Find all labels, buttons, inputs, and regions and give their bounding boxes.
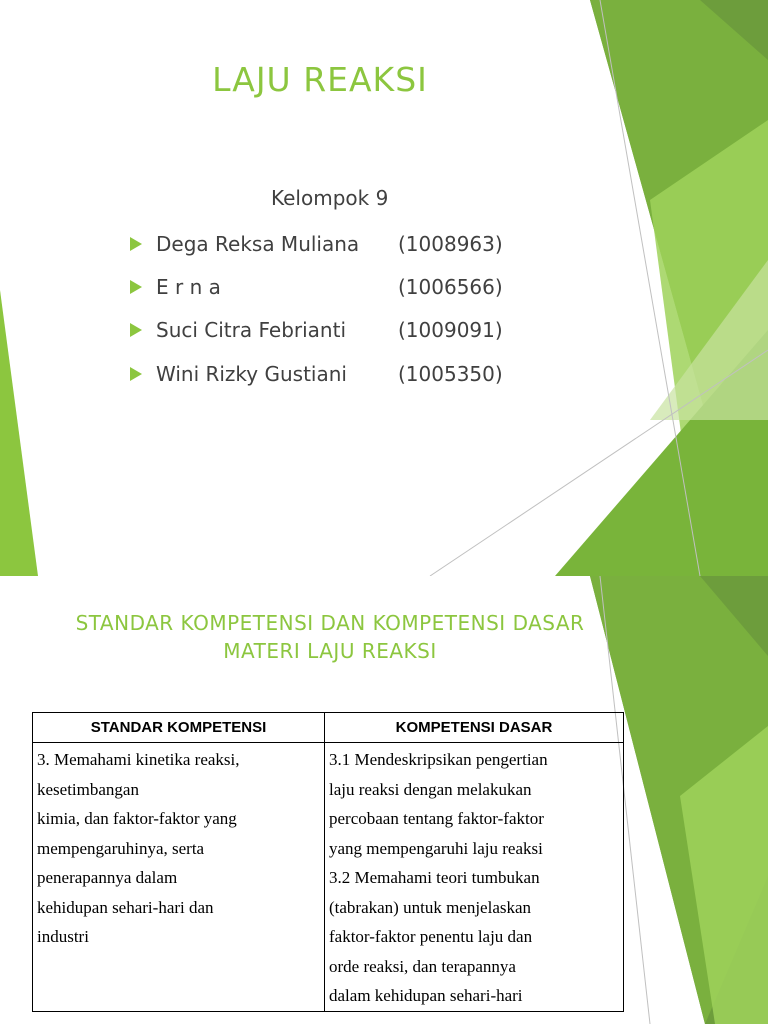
sk-line: industri — [37, 927, 89, 946]
kd-line: orde reaksi, dan terapannya — [329, 956, 516, 976]
kd-line: 3.2 Memahami teori tumbukan — [329, 868, 540, 887]
member-name: Dega Reksa Muliana — [156, 232, 360, 256]
triangle-bullet-icon — [130, 367, 142, 381]
sk-line: kimia, dan faktor-faktor yang — [37, 809, 237, 828]
member-name: E r n a — [156, 275, 221, 299]
triangle-bullet-icon — [130, 323, 142, 337]
table-row — [33, 743, 624, 1012]
sk-line: mempengaruhinya, serta — [37, 838, 205, 858]
member-nim: (1008963) — [398, 232, 503, 256]
kd-line: faktor-faktor penentu laju dan — [329, 927, 533, 946]
kd-line: yang mempengaruhi laju reaksi — [329, 838, 543, 858]
header-kompetensi-dasar: KOMPETENSI DASAR — [325, 713, 624, 743]
triangle-bullet-icon — [130, 237, 142, 251]
kd-line: laju reaksi dengan melakukan — [329, 779, 532, 799]
kd-line: percobaan tentang faktor-faktor — [329, 809, 544, 828]
kd-line: (tabrakan) untuk menjelaskan — [329, 897, 532, 917]
kompetensi-dasar-cell — [325, 743, 624, 1012]
header-standar-kompetensi: STANDAR KOMPETENSI — [33, 713, 325, 743]
group-label: Kelompok 9 — [271, 186, 389, 210]
competency-table — [32, 712, 624, 1012]
member-name: Wini Rizky Gustiani — [156, 362, 347, 386]
sk-line: penerapannya dalam — [37, 868, 178, 887]
kd-line: 3.1 Mendeskripsikan pengertian — [329, 750, 548, 769]
slide-title — [40, 609, 620, 665]
member-nim: (1009091) — [398, 318, 503, 342]
slide-title: LAJU REAKSI — [212, 60, 428, 99]
member-name: Suci Citra Febrianti — [156, 318, 346, 342]
sk-line: kesetimbangan — [37, 779, 139, 799]
sk-line: 3. Memahami kinetika reaksi, — [37, 750, 240, 769]
member-nim: (1006566) — [398, 275, 503, 299]
sk-line: kehidupan sehari-hari dan — [37, 897, 214, 917]
table-header-row — [33, 713, 624, 743]
triangle-bullet-icon — [130, 280, 142, 294]
slide-title-line-2: MATERI LAJU REAKSI — [223, 639, 437, 663]
left-green-triangle — [0, 290, 38, 576]
member-nim: (1005350) — [398, 362, 503, 386]
kd-line: dalam kehidupan sehari-hari — [329, 986, 523, 1005]
standar-kompetensi-cell — [33, 743, 325, 1012]
slide-title-line-1: STANDAR KOMPETENSI DAN KOMPETENSI DASAR — [75, 611, 585, 635]
competency-slide — [0, 576, 768, 1024]
